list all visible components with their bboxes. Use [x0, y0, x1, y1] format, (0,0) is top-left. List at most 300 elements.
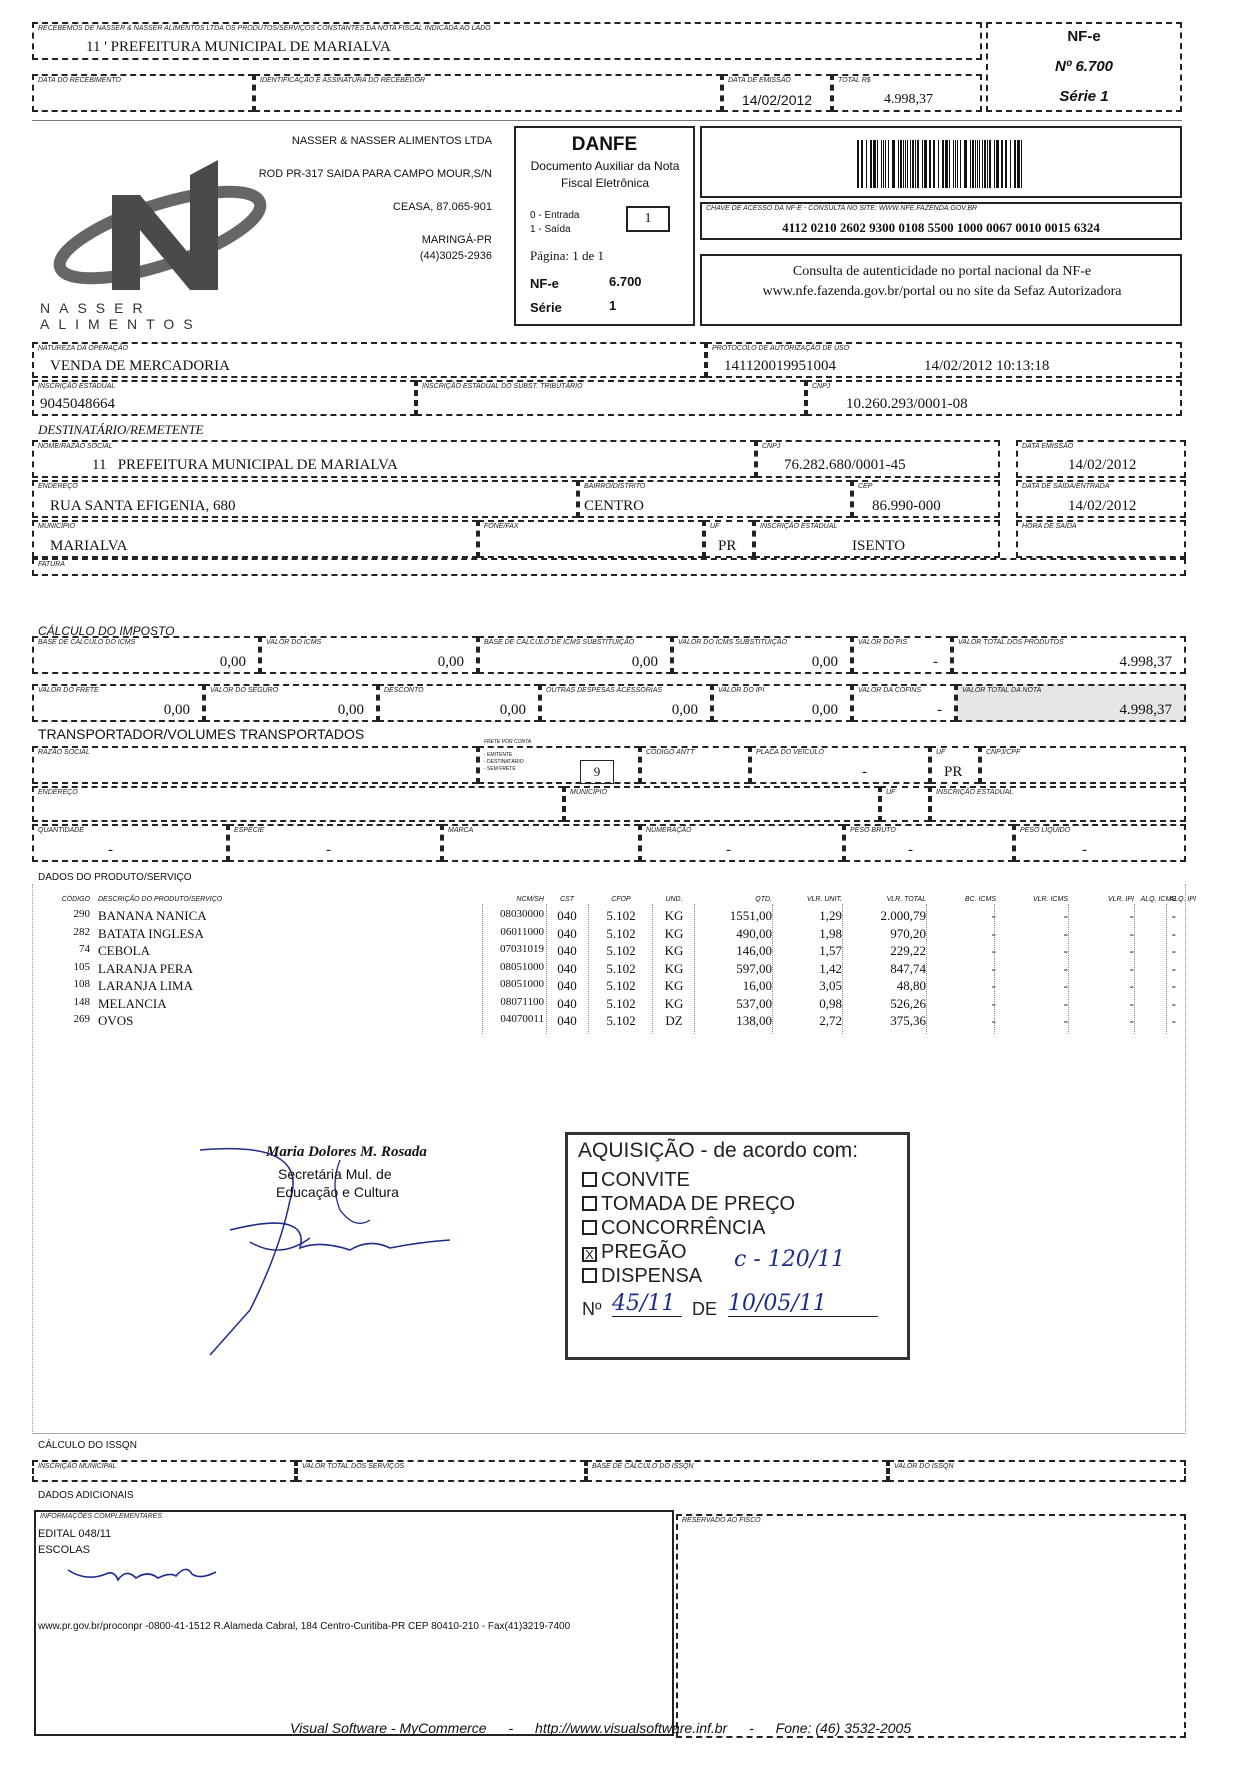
products-header-cell: BC. ICMS [964, 896, 996, 903]
table-cell: - [1129, 960, 1134, 976]
transport-ie-box [930, 786, 1186, 822]
products-table [36, 908, 1186, 1031]
products-header-cell: VLR. IPI [1107, 896, 1134, 903]
protocol-datetime: 14/02/2012 10:13:18 [924, 358, 1050, 374]
table-row [36, 978, 1186, 996]
table-cell: 105 [73, 960, 90, 973]
additional-line1: EDITAL 048/11 [38, 1528, 112, 1540]
logo-text: NASSER ALIMENTOS [40, 300, 202, 332]
table-cell: 5.102 [606, 925, 636, 941]
checkbox-icon [582, 1220, 597, 1235]
tax-cell-value: 0,00 [671, 702, 698, 718]
signature-role: Secretária Mul. de [278, 1166, 392, 1182]
transport-net: - [1082, 842, 1087, 858]
emitter-address: ROD PR-317 SAIDA PARA CAMPO MOUR,S/N [258, 168, 492, 180]
recipient-issue-label: DATA EMISSÃO [1022, 443, 1074, 450]
canhoto-issue-date-label: DATA DE EMISSÃO [728, 77, 791, 84]
footer-sep-1: - [508, 1720, 514, 1736]
transport-plate-label: PLACA DO VEÍCULO [756, 749, 824, 756]
column-separator [772, 904, 773, 1034]
barcode-bar [873, 140, 876, 188]
table-cell: 08030000 [500, 908, 544, 920]
canhoto-total-box [832, 74, 982, 112]
table-cell: 040 [557, 943, 577, 958]
recipient-cnpj-box [756, 440, 1000, 478]
stamp-number-prefix: Nº [582, 1299, 602, 1319]
table-cell: 040 [557, 960, 577, 976]
table-cell: 74 [79, 943, 90, 955]
products-header-cell: ALQ. IPI [1169, 896, 1196, 903]
recipient-city: MARIALVA [50, 538, 128, 554]
table-cell: - [1063, 1013, 1068, 1028]
canhoto-date-received-box [32, 74, 254, 112]
barcode-bar [984, 140, 986, 188]
barcode-bar [905, 140, 906, 188]
initials-scribble-icon [66, 1560, 266, 1600]
access-key-label: CHAVE DE ACESSO DA NF-E - CONSULTA NO SITE: WWW.NFE.FAZENDA.GOV.BR [706, 205, 978, 212]
freight-opt-sem-frete: - SEM FRETE [484, 766, 516, 772]
transport-qty: - [108, 842, 113, 858]
transport-species: - [326, 842, 331, 858]
table-cell: 290 [73, 908, 90, 920]
barcode-bar [1001, 140, 1003, 188]
barcode-bar [957, 140, 958, 188]
stamp-number-handwritten: 45/11 [612, 1291, 682, 1317]
products-section-title: DADOS DO PRODUTO/SERVIÇO [38, 872, 192, 883]
recipient-issue-box [1016, 440, 1186, 478]
footer-sep-2: - [749, 1720, 754, 1736]
table-cell: 3,05 [819, 978, 842, 993]
recipient-section-title: DESTINATÁRIO/REMETENTE [38, 422, 204, 437]
nature-box [32, 342, 706, 378]
ie-label: INSCRIÇÃO ESTADUAL [38, 383, 116, 390]
checkbox-icon [582, 1268, 597, 1283]
stamp-opt-convite [582, 1169, 690, 1192]
table-cell: LARANJA LIMA [98, 978, 193, 993]
tax-cell-value: 4.998,37 [1119, 702, 1172, 718]
tax-cell-value: 0,00 [437, 654, 464, 670]
table-cell: 490,00 [736, 925, 772, 941]
tax-cell-label: OUTRAS DESPESAS ACESSÓRIAS [546, 687, 663, 694]
canhoto-recipient: 11 ' PREFEITURA MUNICIPAL DE MARIALVA [86, 39, 391, 55]
recipient-city-label: MUNICÍPIO [38, 523, 75, 530]
column-separator [994, 904, 995, 1034]
transport-uf: PR [944, 764, 963, 780]
additional-procon: www.pr.gov.br/proconpr -0800-41-1512 R.Alameda Cabral, 184 Centro-Curitiba-PR CEP 80410-210 - Fax(41)3219-7400 [38, 1621, 571, 1632]
tax-cell-value: 4.998,37 [1119, 654, 1172, 670]
nature-label: NATUREZA DA OPERAÇÃO [38, 345, 128, 352]
recipient-exit-time-label: HORA DE SAÍDA [1022, 523, 1077, 530]
products-header-cell: UND. [665, 896, 683, 903]
tax-cell-label: VALOR DO FRETE [38, 687, 99, 694]
table-cell: 16,00 [742, 978, 772, 993]
recipient-uf: PR [718, 538, 737, 554]
products-header-cell: CÓDIGO [61, 896, 90, 903]
signature-dept: Educação e Cultura [276, 1184, 399, 1200]
barcode-bar [1014, 140, 1016, 188]
recipient-address: RUA SANTA EFIGENIA, 680 [50, 498, 236, 514]
transport-ie-label: INSCRIÇÃO ESTADUAL [936, 789, 1014, 796]
tax-cell [712, 684, 852, 722]
canhoto-issue-date: 14/02/2012 [742, 92, 813, 108]
transport-qty-box [32, 824, 228, 862]
table-cell: 1,57 [819, 943, 842, 958]
barcode-bar [866, 140, 867, 188]
table-row [36, 908, 1186, 926]
barcode-bar [915, 140, 916, 188]
issqn-im-label: INSCRIÇÃO MUNICIPAL [38, 1463, 117, 1470]
tax-cell [956, 684, 1186, 722]
freight-label: FRETE POR CONTA [484, 739, 532, 745]
products-header-cell: VLR. UNIT. [806, 896, 842, 903]
danfe-serie-label: Série [530, 300, 562, 315]
table-cell: 375,36 [890, 1013, 926, 1028]
barcode-bar [929, 140, 931, 188]
recipient-name-box [32, 440, 756, 478]
table-cell: 847,74 [890, 960, 926, 976]
table-cell: 5.102 [606, 943, 636, 958]
issqn-total-label: VALOR TOTAL DOS SERVIÇOS [302, 1463, 405, 1470]
table-cell: - [1171, 995, 1176, 1011]
table-cell: 48,80 [896, 978, 926, 993]
stamp-opt-concorrencia [582, 1217, 765, 1240]
transport-net-box [1014, 824, 1186, 862]
footer [290, 1720, 990, 1736]
danfe-page: Página: 1 de 1 [530, 248, 605, 263]
signature-scribble-icon [190, 1130, 470, 1360]
table-cell: 040 [557, 925, 577, 941]
recipient-address-label: ENDEREÇO [38, 483, 78, 490]
table-cell: 5.102 [606, 995, 636, 1011]
tax-cell [852, 684, 956, 722]
transport-name-label: RAZÃO SOCIAL [38, 749, 90, 756]
table-cell: DZ [665, 1013, 683, 1028]
danfe-title: DANFE [571, 134, 638, 155]
recipient-issue: 14/02/2012 [1068, 457, 1137, 473]
canhoto-total: 4.998,37 [884, 92, 933, 107]
tax-cell [852, 636, 952, 674]
canhoto-total-label: TOTAL R$ [838, 77, 871, 84]
barcode-bar [982, 140, 983, 188]
table-cell: - [991, 960, 996, 976]
emitter-cnpj-label: CNPJ [812, 383, 831, 390]
table-cell: KG [664, 943, 684, 958]
transport-uf2-label: UF [886, 789, 896, 796]
protocol-value: 141120019951004 [724, 358, 836, 374]
table-cell: - [1063, 908, 1068, 923]
recipient-ie-label: INSCRIÇÃO ESTADUAL [760, 523, 838, 530]
emitter-info [230, 133, 492, 264]
column-separator [546, 904, 547, 1034]
barcode-bar [1005, 140, 1007, 188]
issqn-base-box [586, 1460, 888, 1482]
barcode-bar [996, 140, 999, 188]
products-header-cell: ALQ. ICMS [1140, 896, 1176, 903]
table-cell: 282 [73, 925, 90, 938]
tax-cell-value: 0,00 [163, 702, 190, 718]
stamp-opt-dispensa-label: DISPENSA [601, 1265, 703, 1287]
table-cell: 108 [73, 978, 90, 990]
barcode-bar [994, 140, 995, 188]
tax-cell-value: - [933, 654, 938, 670]
consult-box [700, 254, 1182, 326]
table-cell: 537,00 [736, 995, 772, 1011]
transport-cnpj-label: CNPJ/CPF [986, 749, 1021, 756]
barcode-bar [972, 140, 974, 188]
column-separator [1166, 904, 1167, 1034]
canhoto-signature-box[interactable] [254, 74, 722, 112]
barcode-bar [942, 140, 944, 188]
canhoto-issue-date-box [722, 74, 832, 112]
tax-cell-label: VALOR DO ICMS [266, 639, 322, 646]
emitter-name: NASSER & NASSER ALIMENTOS LTDA [291, 135, 492, 147]
recipient-exit-date-label: DATA DE SAÍDA/ENTRADA [1022, 483, 1110, 490]
table-row [36, 996, 1186, 1014]
table-cell: 5.102 [606, 960, 636, 976]
recipient-phone-label: FONE/FAX [484, 523, 519, 530]
table-cell: - [1129, 1013, 1134, 1028]
table-cell: - [1063, 960, 1068, 976]
recipient-address-box [32, 480, 578, 518]
tax-cell-value: 0,00 [337, 702, 364, 718]
table-cell: KG [664, 960, 684, 976]
table-cell: 5.102 [606, 908, 636, 923]
tax-cell-value: 0,00 [631, 654, 658, 670]
transport-plate: - [862, 764, 867, 780]
transport-gross-box [844, 824, 1014, 862]
invoice-box [32, 558, 1186, 576]
tax-cell-label: VALOR TOTAL DOS PRODUTOS [958, 639, 1064, 646]
tax-cell-label: VALOR TOTAL DA NOTA [962, 687, 1042, 694]
recipient-cep: 86.990-000 [872, 498, 941, 514]
transport-uf2-box [880, 786, 930, 822]
barcode-bar [861, 140, 863, 188]
tax-cell-label: VALOR DO SEGURO [210, 687, 279, 694]
emitter-cnpj: 10.260.293/0001-08 [846, 396, 968, 412]
table-cell: 1,42 [819, 960, 842, 976]
table-cell: BANANA NANICA [98, 908, 207, 923]
checkbox-icon [582, 1196, 597, 1211]
barcode-bar [888, 140, 889, 188]
column-separator [1068, 904, 1069, 1034]
tax-cell-label: BASE DE CÁLCULO DE ICMS SUBSTITUIÇÃO [484, 639, 635, 646]
signature-block [190, 1130, 470, 1360]
table-cell: 526,26 [890, 995, 926, 1011]
tax-cell [952, 636, 1186, 674]
issqn-base-label: BASE DE CÁLCULO DO ISSQN [592, 1463, 694, 1470]
table-cell: 0,98 [819, 995, 842, 1011]
footer-software: Visual Software - MyCommerce [290, 1720, 487, 1736]
table-row [36, 961, 1186, 979]
tax-cell [204, 684, 378, 722]
barcode-bar [1017, 140, 1020, 188]
canhoto-signature-label: IDENTIFICAÇÃO E ASSINATURA DO RECEBEDOR [260, 77, 426, 84]
tax-cell-value: - [937, 702, 942, 718]
stamp-title: AQUISIÇÃO - de acordo com: [578, 1139, 859, 1162]
emitter-district: CEASA, 87.065-901 [392, 201, 492, 213]
table-cell: 1551,00 [729, 908, 772, 923]
table-cell: 07031019 [500, 943, 544, 955]
products-header-cell: DESCRIÇÃO DO PRODUTO/SERVIÇO [98, 896, 223, 903]
transport-cnpj-box [980, 746, 1186, 784]
recipient-ie-box [754, 520, 1000, 558]
table-cell: LARANJA PERA [98, 960, 193, 976]
tax-cell [32, 636, 260, 674]
table-cell: - [1129, 943, 1134, 958]
emitter-cnpj-box [806, 380, 1182, 416]
table-cell: - [1171, 978, 1176, 993]
transport-antt-label: CÓDIGO ANTT [646, 749, 695, 756]
table-cell: - [1171, 960, 1176, 976]
table-cell: 06011000 [500, 925, 544, 938]
barcode-bar [898, 140, 899, 188]
table-cell: - [1129, 995, 1134, 1011]
transport-species-label: ESPÉCIE [234, 827, 265, 834]
stamp-opt-tomada-label: TOMADA DE PREÇO [601, 1193, 796, 1215]
table-cell: KG [664, 908, 684, 923]
products-header-cell: VLR. TOTAL [886, 896, 926, 903]
column-separator [588, 904, 589, 1034]
table-cell: 08071100 [500, 995, 544, 1008]
barcode-bar [953, 140, 954, 188]
transport-gross: - [908, 842, 913, 858]
barcode-icon [857, 140, 1027, 188]
recipient-exit-date-box [1016, 480, 1186, 518]
canhoto-receipt-box [32, 22, 982, 60]
table-cell: 5.102 [606, 978, 636, 993]
barcode-bar [870, 140, 872, 188]
stamp-date-handwritten: 10/05/11 [728, 1291, 878, 1317]
table-cell: - [991, 1013, 996, 1028]
column-separator [926, 904, 927, 1034]
table-cell: 08051000 [500, 960, 544, 973]
table-cell: - [991, 925, 996, 941]
table-cell: - [1171, 1013, 1176, 1028]
tax-cell-value: 0,00 [219, 654, 246, 670]
stamp-date-prefix: DE [692, 1299, 718, 1319]
column-separator [842, 904, 843, 1034]
tax-section-title: CÁLCULO DO IMPOSTO [38, 624, 175, 638]
additional-info-box [34, 1510, 674, 1736]
tax-cell-label: DESCONTO [384, 687, 424, 694]
tax-cell [540, 684, 712, 722]
issqn-total-box [296, 1460, 586, 1482]
table-cell: BATATA INGLESA [98, 925, 204, 941]
table-cell: 1,98 [819, 925, 842, 941]
additional-line2: ESCOLAS [38, 1544, 90, 1556]
table-cell: 08051000 [500, 978, 544, 990]
tax-cell-label: VALOR DO PIS [858, 639, 908, 646]
barcode-bar [977, 140, 978, 188]
barcode-bar [900, 140, 902, 188]
stamp-opt-convite-label: CONVITE [601, 1169, 690, 1191]
table-row [36, 926, 1186, 944]
footer-phone: Fone: (46) 3532-2005 [775, 1720, 912, 1736]
danfe-type-value: 1 [626, 206, 670, 232]
barcode-bar [907, 140, 908, 188]
transport-uf-box [930, 746, 980, 784]
table-cell: 148 [73, 995, 90, 1008]
nature-value: VENDA DE MERCADORIA [50, 358, 230, 374]
reserved-box [676, 1514, 1186, 1738]
tax-cell [378, 684, 540, 722]
barcode-bar [892, 140, 895, 188]
barcode-bar [922, 140, 923, 188]
tax-cell [32, 684, 204, 722]
stamp-opt-concorrencia-label: CONCORRÊNCIA [601, 1217, 766, 1239]
recipient-ie: ISENTO [852, 538, 906, 554]
products-header-cell: NCM/SH [516, 896, 544, 903]
danfe-serie-value: 1 [609, 298, 617, 313]
barcode-bar [881, 140, 882, 188]
table-cell: 04070011 [500, 1013, 544, 1025]
danfe-nfe-label: NF-e [530, 276, 559, 291]
consult-text: Consulta de autenticidade no portal nacional da NF-e www.nfe.fazenda.gov.br/portal ou no site da Sefaz Autorizadora [762, 264, 1122, 299]
transport-number: - [726, 842, 731, 858]
table-row [36, 943, 1186, 961]
table-cell: 229,22 [890, 943, 926, 958]
barcode-bar [989, 140, 991, 188]
transport-city-label: MUNICÍPIO [570, 789, 607, 796]
recipient-name-label: NOME/RAZÃO SOCIAL [38, 443, 113, 450]
recipient-exit-date: 14/02/2012 [1068, 498, 1137, 514]
danfe-entry: 0 - Entrada [530, 210, 580, 221]
table-cell: - [991, 995, 996, 1011]
column-separator [1134, 904, 1135, 1034]
ie-value: 9045048664 [40, 396, 115, 412]
table-row [36, 1013, 1186, 1031]
table-cell: - [1171, 908, 1176, 923]
recipient-cep-box [852, 480, 1000, 518]
freight-opt-emitente: - EMITENTE [484, 752, 513, 758]
table-cell: - [1063, 943, 1068, 958]
acquisition-stamp [565, 1132, 910, 1360]
barcode-bar [975, 140, 976, 188]
table-cell: - [1129, 908, 1134, 923]
recipient-cnpj-label: CNPJ [762, 443, 781, 450]
canhoto-nfe-box [986, 22, 1182, 112]
danfe-subtitle: Documento Auxiliar da Nota Fiscal Eletrônica [530, 159, 680, 190]
emitter-city: MARINGÁ-PR [421, 234, 492, 246]
recipient-uf-box [704, 520, 754, 558]
column-separator [694, 904, 695, 1034]
footer-url[interactable]: http://www.visualsoftware.inf.br [535, 1720, 728, 1736]
ie-box [32, 380, 416, 416]
danfe-box [514, 126, 695, 326]
issqn-section-title: CÁLCULO DO ISSQN [38, 1440, 137, 1451]
protocol-box [706, 342, 1182, 378]
additional-section-title: DADOS ADICIONAIS [38, 1490, 134, 1501]
table-cell: - [1171, 925, 1176, 941]
recipient-district: CENTRO [584, 498, 644, 514]
column-separator [652, 904, 653, 1034]
tax-cell-value: 0,00 [811, 702, 838, 718]
transport-address-box [32, 786, 564, 822]
table-cell: KG [664, 978, 684, 993]
barcode-bar [924, 140, 927, 188]
ie-st-label: INSCRIÇÃO ESTADUAL DO SUBST. TRIBUTÁRIO [422, 383, 583, 390]
table-cell: 1,29 [819, 908, 842, 923]
table-cell: - [991, 978, 996, 993]
canhoto-cut-line [32, 120, 1182, 121]
reserved-label: RESERVADO AO FISCO [682, 1517, 761, 1524]
barcode-bar [903, 140, 904, 188]
products-header-cell: CFOP [611, 896, 631, 903]
transport-uf-label: UF [936, 749, 946, 756]
table-cell: - [991, 908, 996, 923]
table-cell: - [1063, 995, 1068, 1011]
checkbox-icon [582, 1172, 597, 1187]
